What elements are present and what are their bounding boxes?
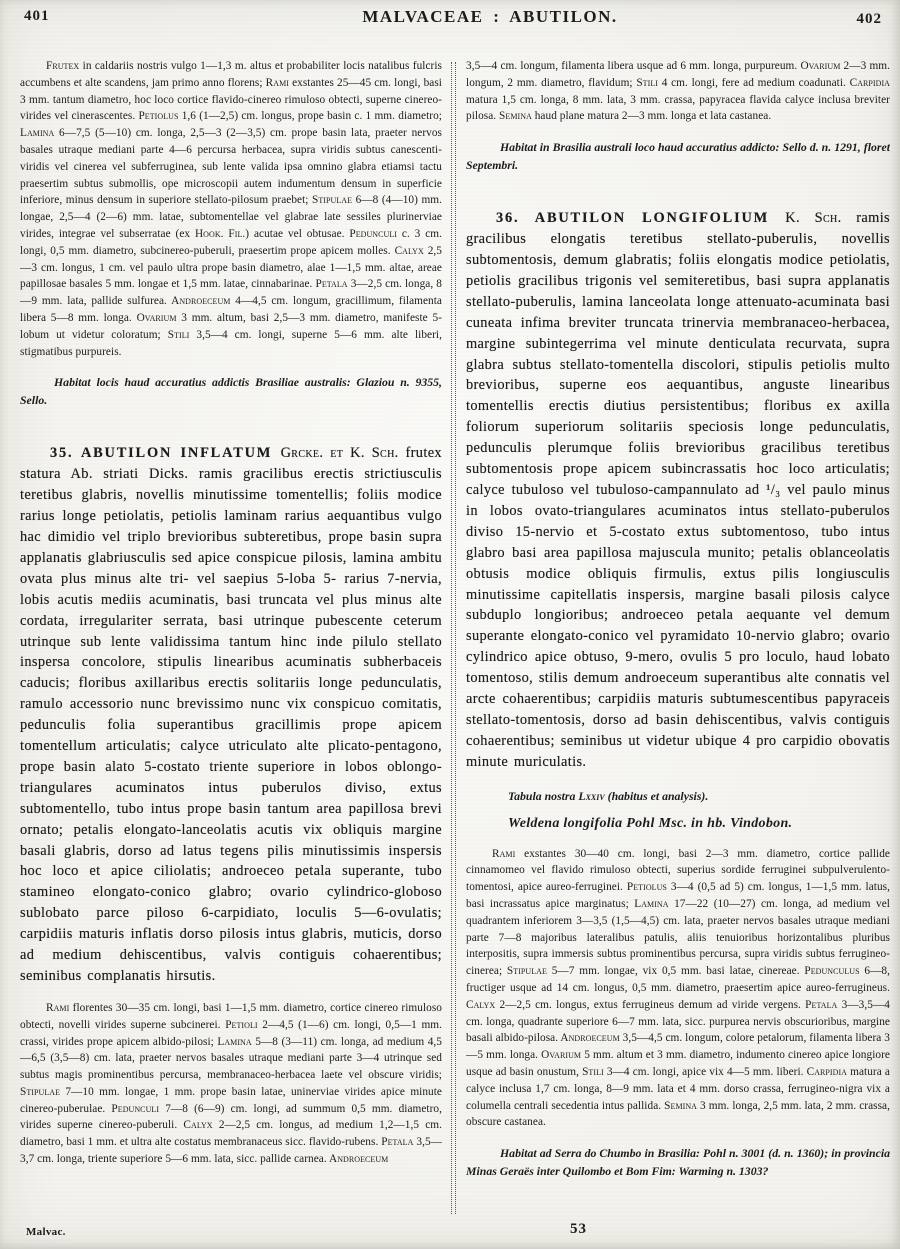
small-caps-term: edunculi <box>355 227 398 240</box>
small-caps-term: arpidia <box>814 1066 848 1079</box>
small-caps-term: etala <box>387 1136 414 1149</box>
small-caps-term: varium <box>144 311 177 324</box>
species-author: Grcke. et K. Sch. <box>280 445 399 462</box>
small-caps-term: etiolus <box>144 110 179 123</box>
small-caps-term: etala <box>321 278 348 291</box>
small-caps-term: alyx <box>191 1119 213 1132</box>
small-caps-term: tipulae <box>26 1085 61 1098</box>
paragraph-measure: Frutex in caldariis nostris vulgo 1—1,3 m. altus et probabiliter locis natalibus fulcris accumbens et alte scandens, jam primo anno florens; Rami exstantes 25—45 cm. longi, basi 3 mm. tantum diametro, hoc loco cortice flavido-cinereo rimuloso obtecti, superne cinereo-virides vel cinerascentes. Petiolus 1,6 (1—2,5) cm. longus, prope basin c. 1 mm. diametro; Lamina 6—7,5 (5—10) cm. longa, 2,5—3 (2—3,5) cm. prope basin lata, praeter nervos basales utraque mediani parte 4—6 percursa herbacea, supra viridis subtus canescenti-viridis vel cinerea vel subferruginea, sub lente valida ipsa omnino glabra etiamsi tactu praesertim subtus submollis, ope microscopii autem indumentum densum in superficie inferiore, minus densum in superiore stellato-pilosum praebet; Stipulae 6—8 (4—10) mm. longae, 2,5—4 (2—6) mm. latae, subtomentellae vel glabrae late sessiles plurinerviae virides, integrae vel subserratae (ex Hook. Fil.) acutae vel obtusae. Pedunculi c. 3 cm. longi, 0,5 mm. diametro, subcinereo-puberuli, praesertim prope apicem molles. Calyx 2,5—3 cm. longus, 1 cm. vel paulo ultra prope basin diametro, alae 1—1,5 mm. altae, areae papillosae basales 5 mm. longae et 1,5 mm. latae, cinnabarinae. Petala 3—2,5 cm. longa, 8—9 mm. lata, pallide sulfurea. Androeceum 4—4,5 cm. longum, gracillimum, filamenta libera 5—8 mm. longa. Ovarium 3 mm. altum, basi 2,5—3 mm. diametro, manifeste 5-lobum ut videtur coloratum; Stili 3,5—4 cm. longi, superne 5—6 mm. alte liberi, stigmatibus purpureis. <box>20 60 442 358</box>
small-caps-term: arpidia <box>857 76 890 89</box>
paragraph-species: 35. ABUTILON INFLATUM Grcke. et K. Sch. frutex statura Ab. striati Dicks. ramis gracilibus erectis strictiusculis teretibus glabris, novellis minutissime tomentellis; foliis modice rarius longe petiolatis, petiolis laminam rarius aequantibus vulgo hac dimidio vel triplo brevioribus subteretibus, prope basin supra applanatis glabriusculis sed apice conspicue pilosis, lamina ambitu ovata plus minus alte tri- vel saepius 5-loba 5- rarius 7-nervia, lobis acutis mediis acuminatis, basi truncata vel plus minus alte cordata, irregulariter serrata, basi utrinque pubescente ceterum utrinque sub lente validissima tantum hinc inde pilulo stellato inspersa concolore, stipulis linearibus acuminatis subherbaceis caducis; floribus axillaribus erectis solitariis longe pedunculatis, ramulo accessorio nunc brevissimo nunc vix conspicuo comitatis, pedunculis folia superantibus gracillimis prope apicem tomentellum articulatis; calyce utriculato alte plicato-pentagono, prope basin alato 5-costato triente superiore in lobos oblongo-triangulares acuminatos intus puberulos diviso, extus subtomentello, tubo intus prope basin tantum area papillosa brevi ornato; petalis elongato-lanceolatis acutis vix obliquis margine basali glabris, dorso ad latus tegens pilis minutissimis inspersis hoc loco et apice ciliolatis; androeceo petala superante, tubo stamineo elongato-conico glabro; ovario cylindrico-globoso sublobato parce piloso 6-carpidiato, loculis 5—6-ovulatis; carpidiis maturis inflatis dorso pilosis intus glabris, muticis, dorso ad medium dehiscentibus, valvis contiguis cohaerentibus; seminibus complanatis hirsutis. <box>20 445 442 984</box>
small-caps-term: tipulae <box>318 194 353 207</box>
small-caps-term: emina <box>505 110 532 123</box>
left-column <box>20 58 442 1226</box>
column-divider <box>451 62 456 1214</box>
paragraph-species: 36. ABUTILON LONGIFOLIUM K. Sch. ramis gracilibus elongatis teretibus stellato-puberulis, novellis subtomentosis, demum glabratis; foliis elongatis modice petiolatis, petiolis gracilibus trigonis vel semiteretibus, basi supra applanatis stellato-puberulis, lamina lanceolata longe attenuato-acuminata basi cuneata infima breviter truncata trinervia membranaceo-herbacea, margine subintegerrima vel minute denticulata recurvata, supra glabra subtus stellato-tomentella discolori, stipulis petiolis multo brevioribus, superne eos aequantibus, anguste linearibus tomentellis erectis diutius persistentibus; floribus ex axilla foliorum superiorum solitariis speciosis longe pedunculatis, pedunculis plerumque foliis brevioribus gracilibus teretibus subtomentosis prope apicem subincrassatis hoc loco articulatis; calyce tubuloso vel tubuloso-campannulato ad ¹/₃ vel paulo minus in lobos ovato-triangulares acuminatos intus stellato-puberulos diviso 15-nervio et 5-costato extus subtomentoso, tubo intus glabro basi area papillosa majuscula munito; petalis oblanceolatis obtusis modice obliquis firmulis, extus pilis longiusculis minutissime capitellatis inspersis, margine basali pilosis calyce subduplo longioribus; androeceo petala aequante vel demum superante elongato-conico vel pyramidato 10-nervio glabro; ovario cylindrico apice obtuso, 9-mero, ovulis 5 pro loculo, haud lobato tomentoso, stilis demum androeceum superantibus alte connatis vel arcte cohaerentibus; carpidiis maturis subtumescentibus papyraceis stellato-tomentosis, dorso ad basin dehiscentibus, valvis contiguis cohaerentibus; seminibus ut videtur ubique 4 pro carpidio obovatis minute muriculatis. <box>466 210 890 770</box>
running-title: MALVACEAE : ABUTILON. <box>362 7 618 26</box>
species-heading: 36. ABUTILON LONGIFOLIUM <box>496 210 786 227</box>
paragraph-synonym: Weldena longifolia Pohl Msc. in hb. Vindobon. <box>508 815 793 831</box>
species-heading: 35. ABUTILON INFLATUM <box>50 445 281 462</box>
small-caps-term: alyx <box>473 998 496 1011</box>
paragraph-habitat: Habitat locis haud accuratius addictis Brasiliae australis: Glaziou n. 9355, Sello. <box>20 375 442 407</box>
page-number-left: 401 <box>24 8 50 24</box>
small-caps-term: amina <box>641 898 669 911</box>
small-caps-term: etala <box>811 998 838 1011</box>
small-caps-term: alyx <box>402 244 424 257</box>
small-caps-term: il <box>234 227 243 240</box>
small-caps-term: tili <box>588 1066 604 1079</box>
small-caps-term: etiolus <box>633 881 667 894</box>
small-caps-term: tili <box>642 76 658 89</box>
small-caps-term: ndroeceum <box>179 295 231 308</box>
paragraph-plate: Tabula nostra Lxxiv (habitus et analysis). <box>508 788 709 803</box>
small-caps-term: ook <box>203 227 221 240</box>
small-caps-term: varium <box>549 1049 582 1062</box>
small-caps-term: varium <box>808 60 841 72</box>
small-caps-term: tili <box>174 328 190 341</box>
small-caps-term: ndroeceum <box>568 1032 620 1045</box>
paragraph-measure: Rami exstantes 30—40 cm. longi, basi 2—3 mm. diametro, cortice pallide cinnamomeo vel flavido rimuloso obtecti, superius sordide ferruginei subpulverulento-tomentosi, apice aureo-ferruginei. Petiolus 3—4 (0,5 ad 5) cm. longus, 1—1,5 mm. latus, basi incrassatus apice marginatus; Lamina 17—22 (10—27) cm. longa, ad medium vel quadrantem inferiorem 3—3,5 (1,5—4,5) cm. lata, praeter nervos basales utraque mediani parte 7—8 majoribus lateralibus patulis, aliis tenuioribus horizontalibus pluribus interpositis, supra immersis subtus prominentibus percursa, supra viridis subtus ferrugineo-cinerea; Stipulae 5—7 mm. longae, vix 0,5 mm. basi latae, cinereae. Pedunculus 6—8, fructiger usque ad 14 cm. longus, 0,5 mm. diametro, praesertim apice aureo-ferrugineus. Calyx 2—2,5 cm. longus, extus ferrugineus demum ad viride vergens. Petala 3—3,5—4 cm. longa, quadrante superiore 6—7 mm. lata, sicc. purpurea nervis obscurioribus, margine basali albido-pilosa. Androeceum 3,5—4,5 cm. longum, colore petalorum, filamenta libera 3—5 mm. longa. Ovarium 5 mm. altum et 3 mm. diametro, indumento cinereo apice longiore usque ad basin onustum, Stili 3—4 cm. longi, apice vix 4—5 mm. liberi. Carpidia matura a calyce inclusa 1,7 cm. longa, 8—9 mm. lata et 4 mm. dorso crassa, ferrugineo-nigra vix a columella centrali secedentia intus pallida. Semina 3 mm. longa, 2,5 mm. lata, 2 mm. crassa, obscure castanea. <box>466 847 890 1129</box>
paragraph-measure: Rami florentes 30—35 cm. longi, basi 1—1,5 mm. diametro, cortice cinereo rimuloso obtecti, novelli virides superne subcinerei. Petioli 2—4,5 (1—6) cm. longi, 0,5—1 mm. crassi, virides prope apicem albido-pilosi; Lamina 5—8 (3—11) cm. longa, ad medium 4,5—6,5 (3,5—8) cm. lata, praeter nervos basales utraque mediani parte 3—4 utrinque sed subtus magis prominentibus percursa, membranaceo-herbacea laete vel obscure viridis; Stipulae 7—10 mm. longae, 1 mm. prope basin latae, uninerviae virides apice minute cinereo-puberulae. Pedunculi 7—8 (6—9) cm. longi, ad summum 0,5 mm. diametro, virides superne cinereo-puberuli. Calyx 2—2,5 cm. longus, ad medium 1,2—1,5 cm. diametro, basi 1 mm. et ultra alte costatus membranaceus sicc. flavido-rubens. Petala 3,5—3,7 cm. longa, triente superiore 5—6 mm. lata, sicc. pallide carnea. Androeceum <box>20 1001 442 1166</box>
small-caps-term: emina <box>670 1099 697 1112</box>
small-caps-term: etioli <box>231 1018 258 1031</box>
small-caps-term: edunculus <box>810 965 860 978</box>
page-number-right: 402 <box>856 11 882 27</box>
small-caps-term: ami <box>273 76 289 89</box>
small-caps-term: ami <box>499 847 516 860</box>
small-caps-term: amina <box>224 1035 252 1048</box>
paragraph-habitat: Habitat in Brasilia australi loco haud accuratius addicto: Sello d. n. 1291, floret Septembri. <box>466 140 890 172</box>
small-caps-term: amina <box>26 127 55 140</box>
right-column <box>466 58 890 1226</box>
small-caps-term: ndroeceum <box>337 1153 389 1166</box>
small-caps-term: rutex <box>52 60 80 72</box>
paragraph-measure: 3,5—4 cm. longum, filamenta libera usque ad 6 mm. longa, purpureum. Ovarium 2—3 mm. longum, 2 mm. diametro, flavidum; Stili 4 cm. longi, fere ad medium coadunati. Carpidia matura 1,5 cm. longa, 8 mm. lata, 3 mm. crassa, papyracea flavida calyce inclusa breviter pilosa. Semina haud plane matura 2—3 mm. longa et lata castanea. <box>466 60 890 123</box>
small-caps-term: ami <box>53 1001 70 1014</box>
paragraph-habitat: Habitat ad Serra do Chumbo in Brasilia: Pohl n. 3001 (d. n. 1360); in provincia Minas Geraës inter Quilombo et Bom Fim: Warming n. 1303? <box>466 1146 890 1178</box>
signature: Malvac. <box>26 1226 66 1238</box>
sheet-number: 53 <box>570 1221 587 1237</box>
species-author: K. Sch. <box>785 210 842 227</box>
small-caps-term: tipulae <box>513 965 547 978</box>
small-caps-term: edunculi <box>117 1102 160 1115</box>
small-caps-term: xxiv <box>585 788 605 803</box>
